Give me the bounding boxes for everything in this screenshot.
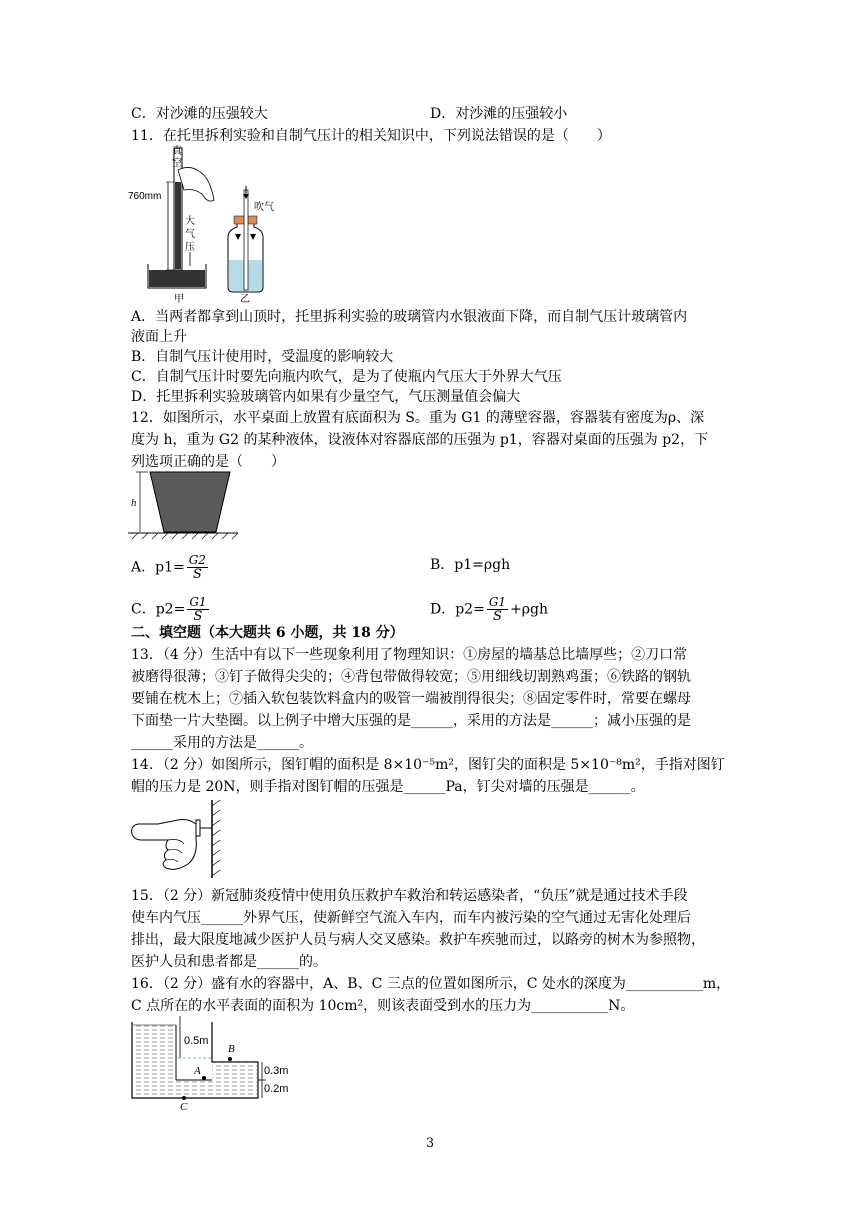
page-number: 3	[425, 1136, 435, 1151]
q11-stem: 11．在托里拆利实验和自制气压计的相关知识中，下列说法错误的是（ ）	[131, 128, 611, 144]
svg-text:吹气: 吹气	[254, 202, 274, 213]
q12-stem-line3: 列选项正确的是（ ）	[131, 454, 285, 470]
svg-text:0.3m: 0.3m	[264, 1065, 288, 1077]
q13-line1: 13．（4 分）生活中有以下一些现象利用了物理知识：①房屋的墙基总比墙厚些；②刀口常	[131, 647, 688, 663]
q15-line3: 排出，最大限度地减少医护人员与病人交叉感染。救护车疾驰而过，以路旁的树木为参照物，	[131, 932, 705, 948]
label-760mm: 760mm	[128, 191, 162, 202]
q11-option-b: B．自制气压计使用时，受温度的影响较大	[131, 349, 394, 365]
q12-option-c: C．p2= $\frac{G1}{S}$	[131, 595, 207, 624]
q16-line1: 16．（2 分）盛有水的容器中，A、B、C 三点的位置如图所示，C 处水的深度为___________m，	[131, 976, 731, 992]
svg-text:真: 真	[172, 146, 182, 157]
svg-text:压: 压	[185, 242, 195, 253]
q13-line3: 要铺在枕木上；⑦插入软包装饮料盒内的吸管一端被削得很尖；⑧固定零件时，常要在螺母	[131, 691, 691, 707]
q12-option-a: A．p1= $\frac{G2}{S}$	[131, 553, 206, 582]
q12-stem-line1: 12．如图所示，水平桌面上放置有底面积为 S。重为 G1 的薄壁容器，容器装有密度为ρ、深	[131, 410, 705, 426]
q14-line2: 帽的压力是 20N，则手指对图钉帽的压强是______Pa，钉尖对墙的压强是______。	[131, 779, 645, 795]
q11-option-a-line1: A．当两者都拿到山顶时，托里拆利实验的玻璃管内水银液面下降，而自制气压计玻璃管内	[131, 309, 688, 325]
q13-line4: 下面垫一片大垫圈。以上例子中增大压强的是______，采用的方法是______；减小压强的是	[131, 713, 691, 729]
q14-line1: 14．（2 分）如图所示，图钉帽的面积是 8×10⁻⁵m²，图钉尖的面积是 5×10⁻⁸m²，手指对图钉	[131, 757, 725, 773]
svg-text:C: C	[180, 1101, 188, 1113]
svg-text:0.2m: 0.2m	[264, 1083, 288, 1095]
q11-option-a-line2: 液面上升	[131, 329, 187, 345]
q11-figure	[128, 142, 298, 304]
q15-line2: 使车内气压______外界气压，使新鲜空气流入车内，而车内被污染的空气通过无害化处理后	[131, 910, 691, 926]
q11-option-c: C．自制气压计时要先向瓶内吹气，是为了使瓶内气压大于外界大气压	[131, 369, 562, 385]
svg-text:气: 气	[185, 229, 195, 240]
q13-line2: 被磨得很薄；③钉子做得尖尖的；④背包带做得较宽；⑤用细线切割熟鸡蛋；⑥铁路的钢轨	[131, 669, 691, 685]
svg-text:甲: 甲	[174, 294, 184, 304]
svg-text:大: 大	[185, 216, 195, 227]
q15-line4: 医护人员和患者都是______的。	[131, 954, 327, 970]
svg-text:0.5m: 0.5m	[184, 1035, 209, 1047]
q14-thumbtack-figure	[128, 798, 228, 880]
q12-container-figure	[128, 470, 238, 540]
svg-text:A: A	[194, 1065, 201, 1077]
q12-option-d: D．p2= $\frac{G1}{S}$ +ρgh	[430, 595, 549, 624]
q12-option-b: B．p1=ρgh	[430, 557, 511, 573]
q16-line2: C 点所在的水平表面的面积为 10cm²，则该表面受到水的压力为___________N。	[131, 998, 635, 1014]
svg-text:乙: 乙	[240, 294, 250, 304]
q10-option-d: D．对沙滩的压强较小	[430, 106, 568, 122]
q13-line5: ______采用的方法是______。	[131, 735, 313, 751]
q11-option-d: D．托里拆利实验玻璃管内如果有少量空气，气压测量值会偏大	[131, 389, 521, 405]
q15-line1: 15．（2 分）新冠肺炎疫情中使用负压救护车救治和转运感染者，“负压”就是通过技术手段	[131, 888, 688, 904]
q16-water-container-figure	[128, 1012, 288, 1114]
q10-option-c: C．对沙滩的压强较大	[131, 106, 268, 122]
svg-text:h: h	[131, 499, 137, 509]
svg-text:空: 空	[172, 158, 182, 169]
section-fill-in-title: 二、填空题（本大题共 6 小题，共 18 分）	[131, 625, 404, 641]
q12-stem-line2: 度为 h，重为 G2 的某种液体，设液体对容器底部的压强为 p1，容器对桌面的压强为 p2，下	[131, 432, 709, 448]
svg-text:B: B	[228, 1043, 235, 1055]
